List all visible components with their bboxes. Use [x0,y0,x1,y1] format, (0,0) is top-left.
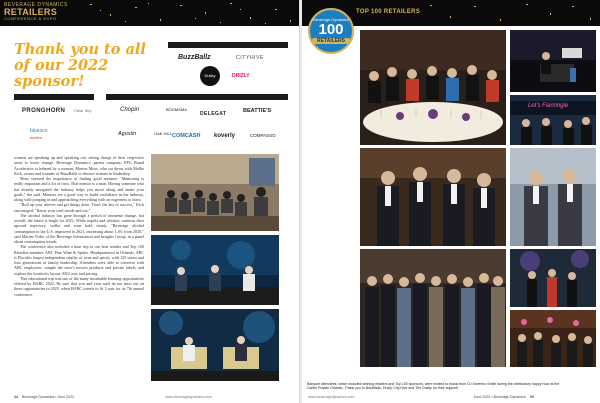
left-page-number: 24 [14,395,18,399]
right-footer [308,395,534,399]
photo-large-group [360,249,506,367]
right-page-number: 25 [529,395,534,399]
left-footer [14,395,212,399]
article-body [14,155,144,381]
masthead-line1: BEVERAGE DYNAMICS [4,2,68,8]
masthead-line3: CONFERENCE & EXPO [4,16,57,21]
photo-panel-stage-1 [151,235,279,305]
photo-dj-booth [510,30,596,92]
sponsor-logo-oakhill: OAK HILL [154,131,173,136]
photo-panel-room [151,154,279,231]
article-paragraph: Moss stressed the importance of finding good mentors: "Mentoring is really important and a lot of trust. That mentor is a man. Having someone who has already navigated the industry helps you move along and attain your goals," she said. Mentors are a good way to build confidence in the industry, along with jumping in and approaching everything with an eagerness to learn. [14,176,144,202]
sponsor-tier1-bar [168,42,288,48]
photo-dancing [510,249,596,307]
photo-panel-stage-2 [151,309,279,381]
masthead-line2: RETAILERS [4,7,58,17]
sponsor-logo-barfive: barfive [30,135,43,140]
right-publication: June 2022 • Beverage Dynamics [473,395,526,399]
photo-flamingle-sign [510,95,596,145]
sponsor-logo-cityhive: CITYHIVE [236,55,264,61]
confetti-decoration [422,0,600,26]
top100-badge [308,8,354,54]
sponsor-tier2-bar-left [14,94,94,100]
sponsor-logo-agustin: Agustin [118,131,137,137]
section-title: TOP 100 RETAILERS [356,9,421,15]
article-paragraph: women are speaking up and speaking out, taking charge of their respective areas to foster change. Beverage Dynamics' parent company, EPG Brand Accelerator, is helmed by a woman, Marion Moss, who sat down with Mollie Kick, owner and founder of BuzzBallz to discuss women in leadership. [14,155,144,176]
confetti-decoration [80,0,300,26]
article-paragraph: This educational trip was one of the many invaluable learning opportunities offered by BARC 2022. Be sure that you and your staff do not miss out on these opportunities in 2023, when BARC travels to St. Louis for its 7th annual conference. [14,275,144,297]
right-page [302,0,600,403]
sponsor-logo-comcash: COMCASH [172,133,201,139]
photo-group-men [360,148,506,246]
sponsor-logo-buzzballz: BuzzBallz [178,54,211,61]
article-paragraph: The conference also included a time trip to our host retailer and Top 100 Retailers member, ABC Fine Wine & Spirits. Headquartered in Orlando, ABC is Florida's largest independent retailer of wine and spirits, with 125 stores and four generations of family leadership. Attendees were able to converse with ABC employees, sample the store's newest products and private labels, and explore the location's layout, SKU mix and pricing. [14,244,144,276]
sponsor-logo-drizly: DRIZLY [232,73,250,79]
left-publication: Beverage Dynamics • June 2022 [22,395,75,399]
photo-banquet-crowd [510,310,596,367]
left-url: www.beveragedynamics.com [165,395,212,399]
sponsor-logo-pronghorn: PRONGHORN [22,108,66,114]
flamingle-sign-text: Let's Flamingle [528,103,569,109]
right-url: www.beveragedynamics.com [308,395,355,399]
sponsor-logo-beatties: BEATTIE'S [243,108,272,114]
article-paragraph: "Roll up your sleeves and get things done. That's the key to success," Kick encouraged. "Know your craft inside and out." [14,202,144,213]
sponsor-logo-blueoco: blueoco [30,128,48,134]
left-header-band [0,0,300,26]
sponsor-logo-boomsma: BOOMSMA [166,107,187,112]
sponsor-logo-clearsky: Clear Sky [74,108,92,113]
badge-line1: Beverage Dynamics [313,17,349,22]
article-paragraph: The alcohol industry has gone through a period of immense change, but overall, the future is bright for 2022. While tequila and whiskey continue their upward trajectory, vodka and wine hold steady. "Beverage alcohol consumption in the U.S. improved in 2021, increasing about 1.4% from 2020," said Marten Vidoc of the Beverage Information and Insights Group, in a panel about consumption trends. [14,212,144,244]
photo-banquet-table [360,30,506,145]
sponsor-logo-dusky: Dusky [200,66,220,86]
sponsor-logo-compasso: COMPASSO [250,133,276,138]
photo-two-men [510,148,596,246]
sponsor-logo-koverly: koverly [214,133,236,139]
sponsor-logo-chopin: Chopin [120,107,140,113]
sponsor-tier2-bar-right [106,94,288,100]
sponsor-logo-delegat: DELEGAT [200,111,227,117]
masthead [4,3,68,21]
photo-caption: Banquet attendees, which included winning retailers and Top 100 sponsors, were treated to music from DJ Severino Smith during the celebratory happy hour at the Caribe Royale Orlando. Thank you to BuzzBallz, Drizly, City Hive and The Dusky for their support! [307,382,560,391]
badge-label: RETAILERS [312,38,350,44]
sponsor-thanks-headline: Thank you to all of our 2022 sponsor! [14,41,146,91]
badge-number: 100 [318,21,344,38]
